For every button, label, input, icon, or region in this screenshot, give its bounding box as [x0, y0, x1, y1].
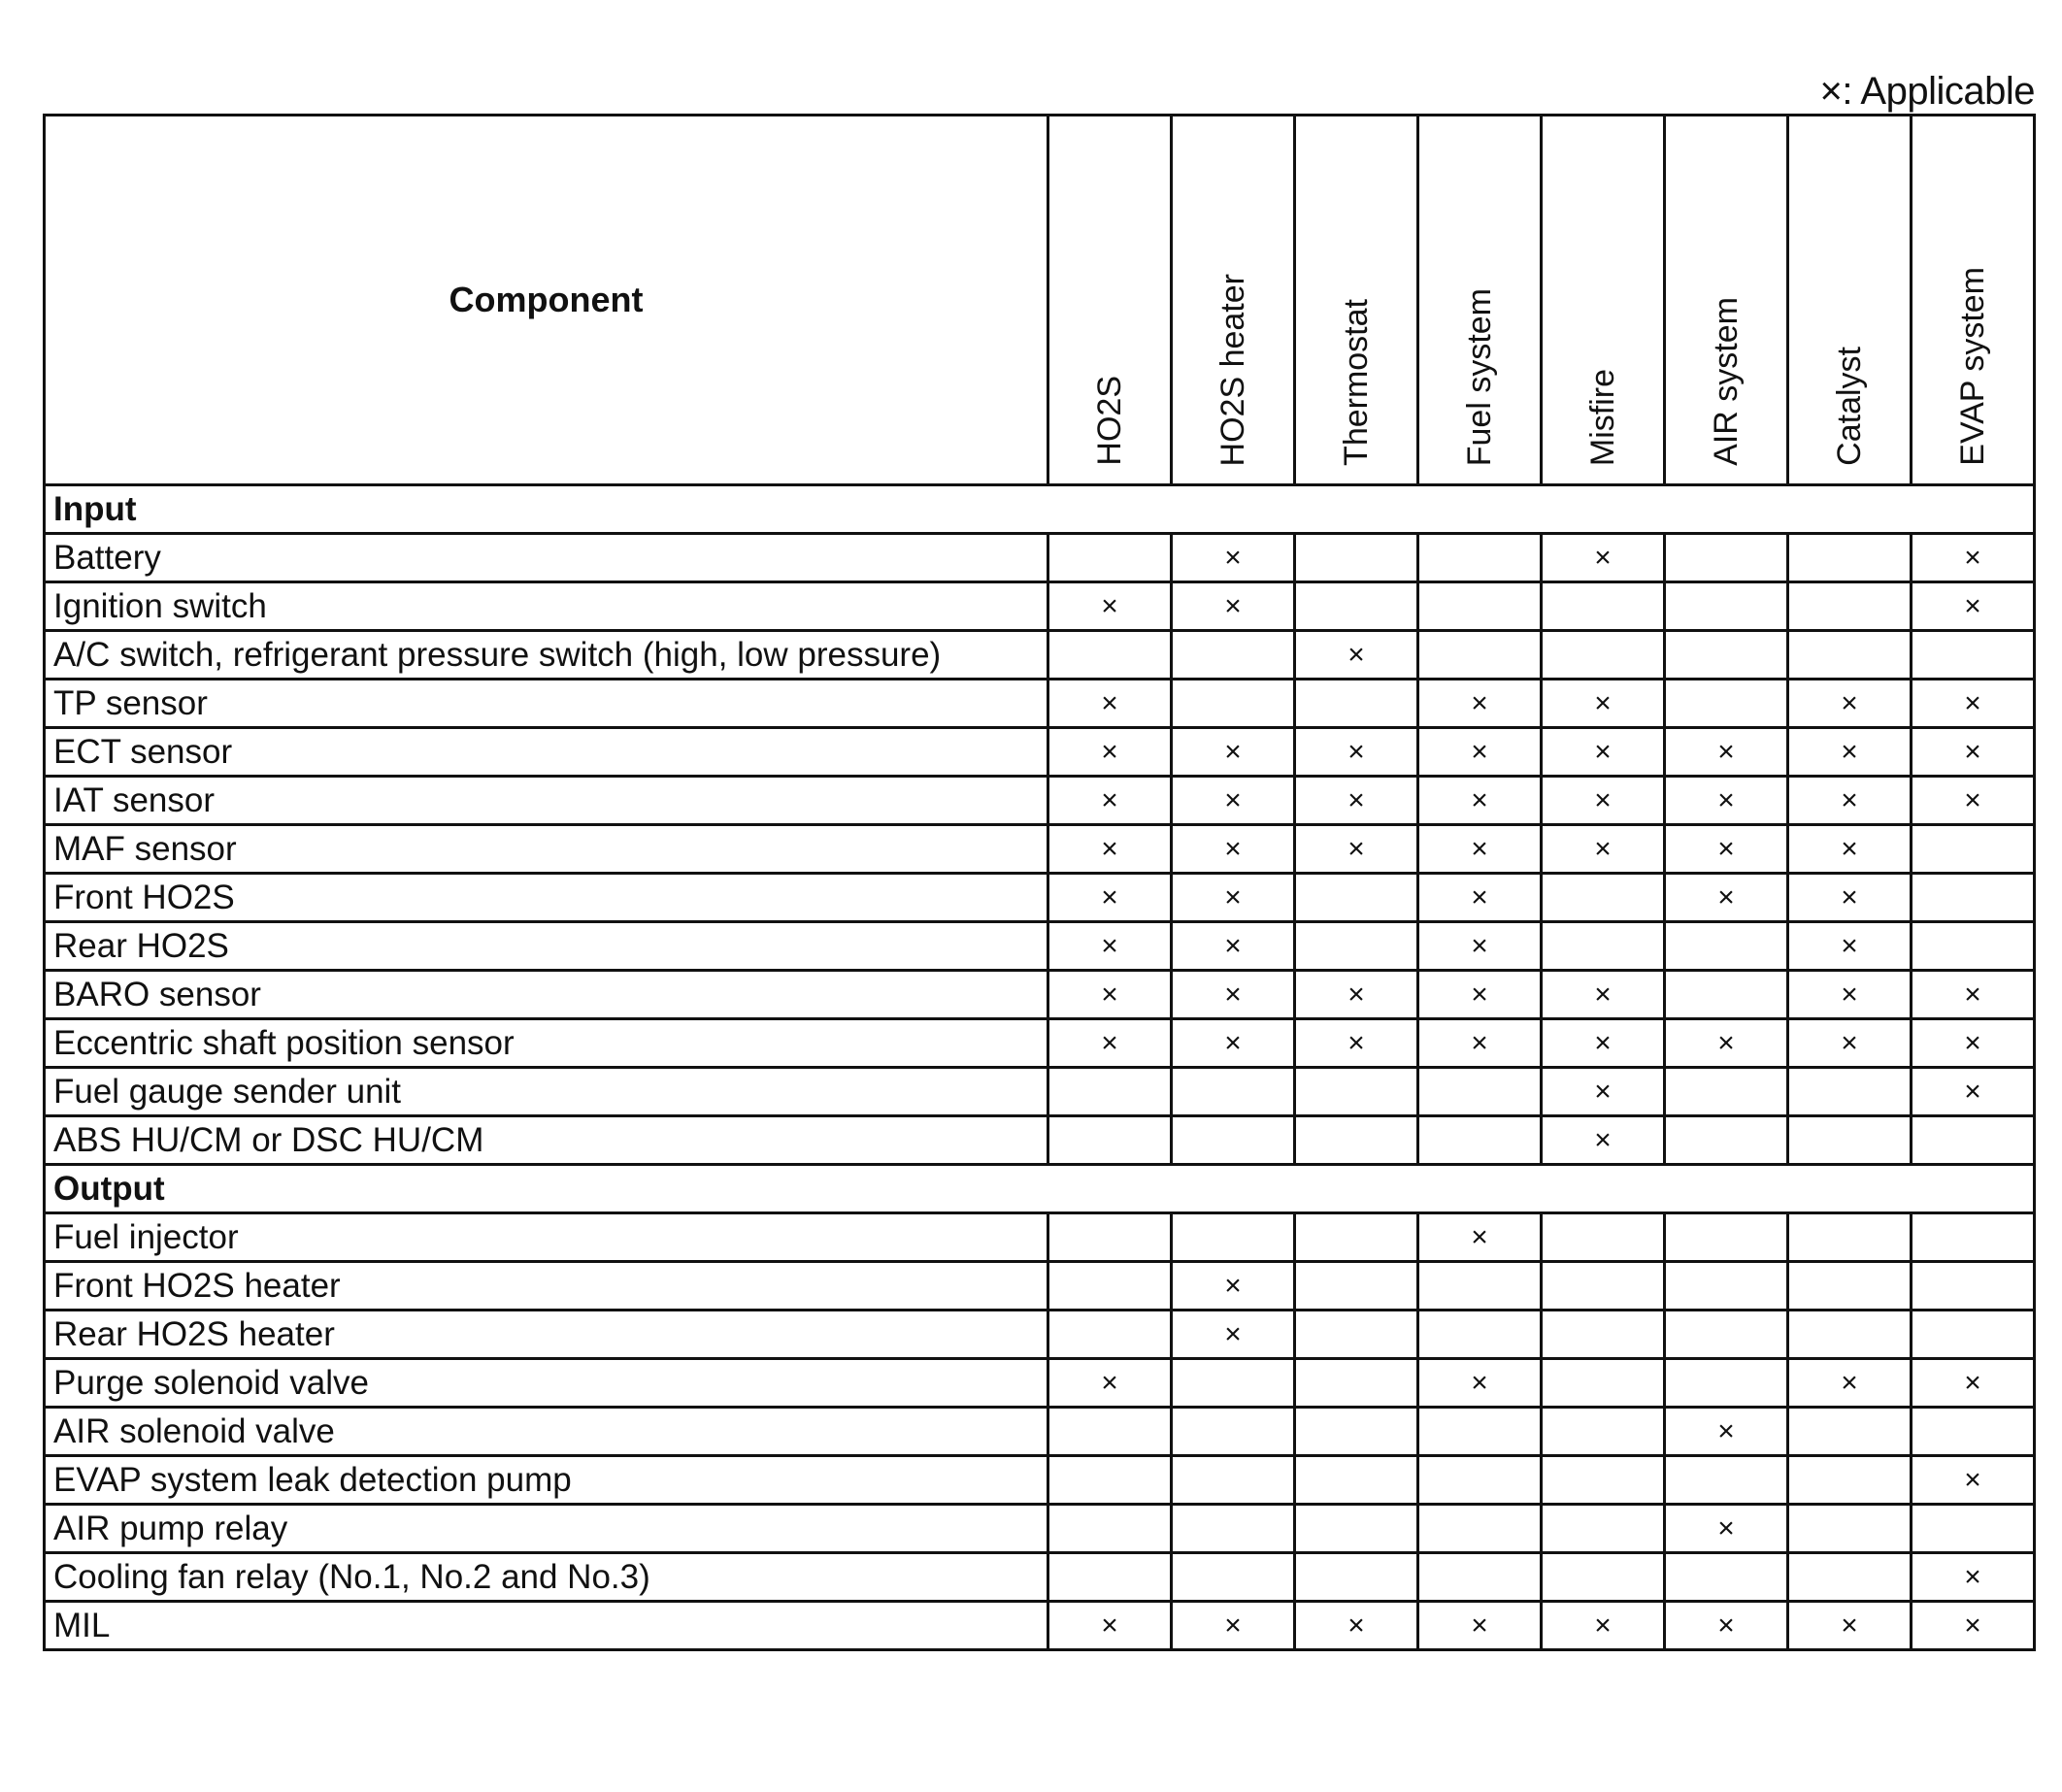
- table-body: [45, 485, 2035, 1650]
- applicability-cell: [1912, 922, 2035, 971]
- system-header-label: HO2S: [1091, 376, 1128, 466]
- applicability-cell: [1295, 1456, 1418, 1505]
- applicability-cell: [1912, 1408, 2035, 1456]
- component-name: MIL: [45, 1602, 1048, 1650]
- component-name: Fuel gauge sender unit: [45, 1068, 1048, 1116]
- applicability-cell: [1048, 1068, 1172, 1116]
- table-row: [45, 1262, 2035, 1311]
- applicability-cell: [1542, 1505, 1665, 1553]
- applicability-cell: ×: [1542, 971, 1665, 1019]
- applicability-cell: [1542, 922, 1665, 971]
- system-header-evap-system: [1912, 116, 2035, 485]
- applicability-cell: ×: [1172, 825, 1295, 874]
- component-name: ECT sensor: [45, 728, 1048, 777]
- applicability-cell: ×: [1665, 1019, 1788, 1068]
- applicability-cell: [1418, 631, 1542, 680]
- applicability-cell: [1295, 922, 1418, 971]
- applicability-cell: ×: [1048, 874, 1172, 922]
- component-name: Battery: [45, 534, 1048, 582]
- applicability-cell: [1788, 1068, 1912, 1116]
- applicability-cell: ×: [1665, 1505, 1788, 1553]
- applicability-cell: [1542, 631, 1665, 680]
- table-row: [45, 631, 2035, 680]
- system-header-thermostat: [1295, 116, 1418, 485]
- applicability-cell: [1295, 1213, 1418, 1262]
- applicability-cell: [1542, 1262, 1665, 1311]
- applicability-cell: [1542, 1213, 1665, 1262]
- applicability-cell: [1788, 1213, 1912, 1262]
- applicability-cell: ×: [1665, 825, 1788, 874]
- component-name: ABS HU/CM or DSC HU/CM: [45, 1116, 1048, 1165]
- applicability-cell: [1665, 534, 1788, 582]
- system-header-ho2s-heater: [1172, 116, 1295, 485]
- applicability-cell: ×: [1788, 922, 1912, 971]
- applicability-cell: [1542, 1408, 1665, 1456]
- applicability-cell: ×: [1048, 922, 1172, 971]
- system-header-label: Thermostat: [1338, 299, 1375, 466]
- applicability-cell: ×: [1418, 825, 1542, 874]
- section-row-output: [45, 1165, 2035, 1213]
- applicability-cell: ×: [1912, 582, 2035, 631]
- component-name: IAT sensor: [45, 777, 1048, 825]
- applicability-cell: [1048, 1213, 1172, 1262]
- applicability-cell: ×: [1542, 1602, 1665, 1650]
- applicability-cell: ×: [1542, 680, 1665, 728]
- applicability-cell: ×: [1418, 728, 1542, 777]
- applicability-cell: ×: [1418, 777, 1542, 825]
- applicability-cell: ×: [1665, 1602, 1788, 1650]
- applicability-cell: [1912, 1262, 2035, 1311]
- applicability-cell: ×: [1295, 971, 1418, 1019]
- table-row: [45, 1359, 2035, 1408]
- applicability-cell: ×: [1172, 1019, 1295, 1068]
- applicability-cell: ×: [1295, 1602, 1418, 1650]
- table-row: [45, 1116, 2035, 1165]
- applicability-cell: [1912, 874, 2035, 922]
- applicability-cell: [1788, 1408, 1912, 1456]
- applicability-cell: ×: [1172, 874, 1295, 922]
- applicability-cell: ×: [1912, 1019, 2035, 1068]
- applicability-cell: ×: [1418, 1213, 1542, 1262]
- applicability-cell: [1912, 1311, 2035, 1359]
- applicability-cell: [1542, 1311, 1665, 1359]
- applicability-cell: [1295, 1505, 1418, 1553]
- applicability-cell: ×: [1048, 680, 1172, 728]
- applicability-cell: [1295, 874, 1418, 922]
- applicability-cell: [1788, 1262, 1912, 1311]
- applicability-cell: [1418, 1408, 1542, 1456]
- applicability-cell: [1665, 1456, 1788, 1505]
- applicability-cell: [1418, 534, 1542, 582]
- applicability-cell: ×: [1788, 1602, 1912, 1650]
- applicability-cell: ×: [1542, 534, 1665, 582]
- applicability-cell: [1048, 1262, 1172, 1311]
- applicability-cell: ×: [1912, 1602, 2035, 1650]
- applicability-cell: [1295, 1311, 1418, 1359]
- component-name: BARO sensor: [45, 971, 1048, 1019]
- applicability-cell: ×: [1788, 971, 1912, 1019]
- applicability-cell: ×: [1418, 680, 1542, 728]
- applicability-cell: [1048, 631, 1172, 680]
- applicability-cell: [1172, 680, 1295, 728]
- applicability-cell: [1665, 1068, 1788, 1116]
- table-row: [45, 1408, 2035, 1456]
- applicability-cell: ×: [1912, 777, 2035, 825]
- applicability-cell: [1418, 1553, 1542, 1602]
- applicability-cell: ×: [1418, 1602, 1542, 1650]
- applicability-cell: [1048, 1505, 1172, 1553]
- applicability-cell: ×: [1048, 1359, 1172, 1408]
- applicability-cell: ×: [1912, 534, 2035, 582]
- table-row: [45, 1602, 2035, 1650]
- applicability-cell: [1665, 1262, 1788, 1311]
- applicability-cell: [1542, 1359, 1665, 1408]
- applicability-cell: [1172, 1068, 1295, 1116]
- system-header-air-system: [1665, 116, 1788, 485]
- applicability-cell: [1665, 1213, 1788, 1262]
- table-row: [45, 1213, 2035, 1262]
- applicability-cell: ×: [1418, 971, 1542, 1019]
- table-row: [45, 874, 2035, 922]
- applicability-cell: [1295, 1553, 1418, 1602]
- table-row: [45, 1019, 2035, 1068]
- system-header-label: EVAP system: [1954, 267, 1991, 466]
- component-name: Ignition switch: [45, 582, 1048, 631]
- applicability-cell: ×: [1172, 777, 1295, 825]
- applicability-cell: ×: [1542, 825, 1665, 874]
- component-name: AIR solenoid valve: [45, 1408, 1048, 1456]
- applicability-cell: [1542, 874, 1665, 922]
- applicability-cell: [1295, 680, 1418, 728]
- applicability-cell: [1295, 1116, 1418, 1165]
- applicability-cell: ×: [1912, 1359, 2035, 1408]
- applicability-cell: ×: [1788, 1019, 1912, 1068]
- applicability-cell: ×: [1788, 777, 1912, 825]
- table-row: [45, 534, 2035, 582]
- applicability-cell: [1912, 1116, 2035, 1165]
- applicability-cell: ×: [1048, 825, 1172, 874]
- applicability-cell: ×: [1048, 582, 1172, 631]
- applicability-cell: [1418, 1068, 1542, 1116]
- applicability-cell: [1048, 1408, 1172, 1456]
- system-header-misfire: [1542, 116, 1665, 485]
- applicability-cell: ×: [1665, 874, 1788, 922]
- applicability-cell: [1665, 582, 1788, 631]
- applicability-cell: ×: [1172, 971, 1295, 1019]
- applicability-cell: [1542, 1553, 1665, 1602]
- applicability-cell: [1788, 1553, 1912, 1602]
- component-name: TP sensor: [45, 680, 1048, 728]
- applicability-cell: ×: [1295, 825, 1418, 874]
- table-row: [45, 1068, 2035, 1116]
- applicability-cell: [1788, 582, 1912, 631]
- applicability-cell: ×: [1912, 1456, 2035, 1505]
- applicability-cell: ×: [1172, 1262, 1295, 1311]
- applicability-cell: ×: [1048, 728, 1172, 777]
- applicability-cell: [1788, 1505, 1912, 1553]
- component-name: Rear HO2S: [45, 922, 1048, 971]
- component-name: Front HO2S: [45, 874, 1048, 922]
- component-name: Front HO2S heater: [45, 1262, 1048, 1311]
- applicability-cell: [1912, 1213, 2035, 1262]
- applicability-cell: ×: [1912, 728, 2035, 777]
- component-name: Fuel injector: [45, 1213, 1048, 1262]
- applicability-cell: ×: [1788, 1359, 1912, 1408]
- applicability-cell: [1665, 971, 1788, 1019]
- applicability-cell: [1172, 1408, 1295, 1456]
- applicability-cell: [1788, 534, 1912, 582]
- applicability-cell: [1048, 1456, 1172, 1505]
- table-row: [45, 1311, 2035, 1359]
- applicability-cell: ×: [1418, 874, 1542, 922]
- applicability-cell: ×: [1788, 825, 1912, 874]
- applicability-cell: ×: [1912, 971, 2035, 1019]
- applicability-cell: ×: [1788, 874, 1912, 922]
- applicability-cell: [1048, 534, 1172, 582]
- applicability-cell: ×: [1418, 922, 1542, 971]
- component-name: Rear HO2S heater: [45, 1311, 1048, 1359]
- applicability-cell: ×: [1788, 680, 1912, 728]
- applicability-cell: ×: [1912, 1553, 2035, 1602]
- applicability-cell: [1418, 1116, 1542, 1165]
- system-header-catalyst: [1788, 116, 1912, 485]
- table-row: [45, 1456, 2035, 1505]
- table-row: [45, 582, 2035, 631]
- applicability-cell: [1172, 631, 1295, 680]
- applicability-cell: [1295, 582, 1418, 631]
- applicability-cell: [1418, 1505, 1542, 1553]
- applicability-cell: [1665, 1116, 1788, 1165]
- applicability-cell: [1665, 1553, 1788, 1602]
- applicability-cell: [1665, 1311, 1788, 1359]
- applicability-cell: ×: [1912, 1068, 2035, 1116]
- applicability-cell: [1295, 1262, 1418, 1311]
- applicability-cell: ×: [1172, 1602, 1295, 1650]
- applicability-cell: ×: [1295, 631, 1418, 680]
- applicability-cell: ×: [1295, 1019, 1418, 1068]
- component-name: AIR pump relay: [45, 1505, 1048, 1553]
- applicability-cell: [1295, 1068, 1418, 1116]
- applicability-cell: ×: [1048, 1602, 1172, 1650]
- system-header-label: Misfire: [1584, 368, 1621, 466]
- applicability-cell: ×: [1665, 728, 1788, 777]
- applicability-cell: [1788, 1311, 1912, 1359]
- applicability-cell: [1542, 582, 1665, 631]
- applicability-cell: ×: [1665, 1408, 1788, 1456]
- applicability-cell: ×: [1048, 777, 1172, 825]
- applicability-cell: ×: [1172, 534, 1295, 582]
- component-name: A/C switch, refrigerant pressure switch (high, low pressure): [45, 631, 1048, 680]
- applicability-cell: [1788, 1456, 1912, 1505]
- applicability-cell: [1048, 1553, 1172, 1602]
- applicability-cell: [1542, 1456, 1665, 1505]
- applicability-cell: ×: [1172, 582, 1295, 631]
- applicability-cell: ×: [1542, 728, 1665, 777]
- applicability-cell: [1295, 1408, 1418, 1456]
- component-name: Eccentric shaft position sensor: [45, 1019, 1048, 1068]
- system-header-label: Fuel system: [1461, 287, 1498, 466]
- applicability-cell: ×: [1295, 728, 1418, 777]
- applicability-cell: [1788, 1116, 1912, 1165]
- table-row: [45, 728, 2035, 777]
- applicability-cell: [1665, 922, 1788, 971]
- section-label: Output: [45, 1165, 2035, 1213]
- applicability-cell: ×: [1665, 777, 1788, 825]
- system-header-label: HO2S heater: [1214, 273, 1251, 466]
- applicability-cell: ×: [1172, 728, 1295, 777]
- system-header-label: AIR system: [1708, 297, 1745, 466]
- table-row: [45, 680, 2035, 728]
- applicability-cell: [1665, 680, 1788, 728]
- applicability-cell: [1172, 1213, 1295, 1262]
- applicability-cell: [1048, 1116, 1172, 1165]
- applicability-cell: ×: [1048, 971, 1172, 1019]
- applicability-cell: [1172, 1553, 1295, 1602]
- applicability-table: [43, 114, 2036, 1651]
- applicability-cell: [1912, 825, 2035, 874]
- applicability-cell: ×: [1048, 1019, 1172, 1068]
- component-name: MAF sensor: [45, 825, 1048, 874]
- applicability-cell: [1788, 631, 1912, 680]
- applicability-cell: [1295, 1359, 1418, 1408]
- table-row: [45, 825, 2035, 874]
- applicability-cell: ×: [1542, 777, 1665, 825]
- applicability-cell: ×: [1542, 1116, 1665, 1165]
- applicability-cell: ×: [1542, 1068, 1665, 1116]
- applicability-cell: [1048, 1311, 1172, 1359]
- applicability-cell: [1418, 582, 1542, 631]
- applicability-cell: [1418, 1262, 1542, 1311]
- applicability-cell: ×: [1418, 1019, 1542, 1068]
- applicability-cell: [1172, 1359, 1295, 1408]
- component-name: EVAP system leak detection pump: [45, 1456, 1048, 1505]
- table-row: [45, 1553, 2035, 1602]
- applicability-cell: ×: [1788, 728, 1912, 777]
- applicability-cell: [1418, 1456, 1542, 1505]
- system-header-fuel-system: [1418, 116, 1542, 485]
- applicability-cell: [1295, 534, 1418, 582]
- section-row-input: [45, 485, 2035, 534]
- applicability-cell: [1418, 1311, 1542, 1359]
- table-row: [45, 777, 2035, 825]
- applicability-cell: [1912, 1505, 2035, 1553]
- applicability-cell: [1172, 1116, 1295, 1165]
- applicability-cell: [1665, 631, 1788, 680]
- applicability-cell: [1665, 1359, 1788, 1408]
- header-row: [45, 116, 2035, 485]
- applicability-cell: [1912, 631, 2035, 680]
- table-row: [45, 922, 2035, 971]
- applicability-cell: ×: [1912, 680, 2035, 728]
- component-header: Component: [45, 116, 1048, 485]
- component-name: Purge solenoid valve: [45, 1359, 1048, 1408]
- legend-applicable: ×: Applicable: [1819, 70, 2035, 113]
- applicability-cell: [1172, 1456, 1295, 1505]
- applicability-cell: ×: [1542, 1019, 1665, 1068]
- system-header-ho2s: [1048, 116, 1172, 485]
- table-row: [45, 971, 2035, 1019]
- system-header-label: Catalyst: [1831, 347, 1868, 466]
- applicability-cell: ×: [1172, 922, 1295, 971]
- applicability-cell: ×: [1295, 777, 1418, 825]
- section-label: Input: [45, 485, 2035, 534]
- applicability-cell: ×: [1172, 1311, 1295, 1359]
- applicability-cell: [1172, 1505, 1295, 1553]
- component-name: Cooling fan relay (No.1, No.2 and No.3): [45, 1553, 1048, 1602]
- applicability-cell: ×: [1418, 1359, 1542, 1408]
- table-row: [45, 1505, 2035, 1553]
